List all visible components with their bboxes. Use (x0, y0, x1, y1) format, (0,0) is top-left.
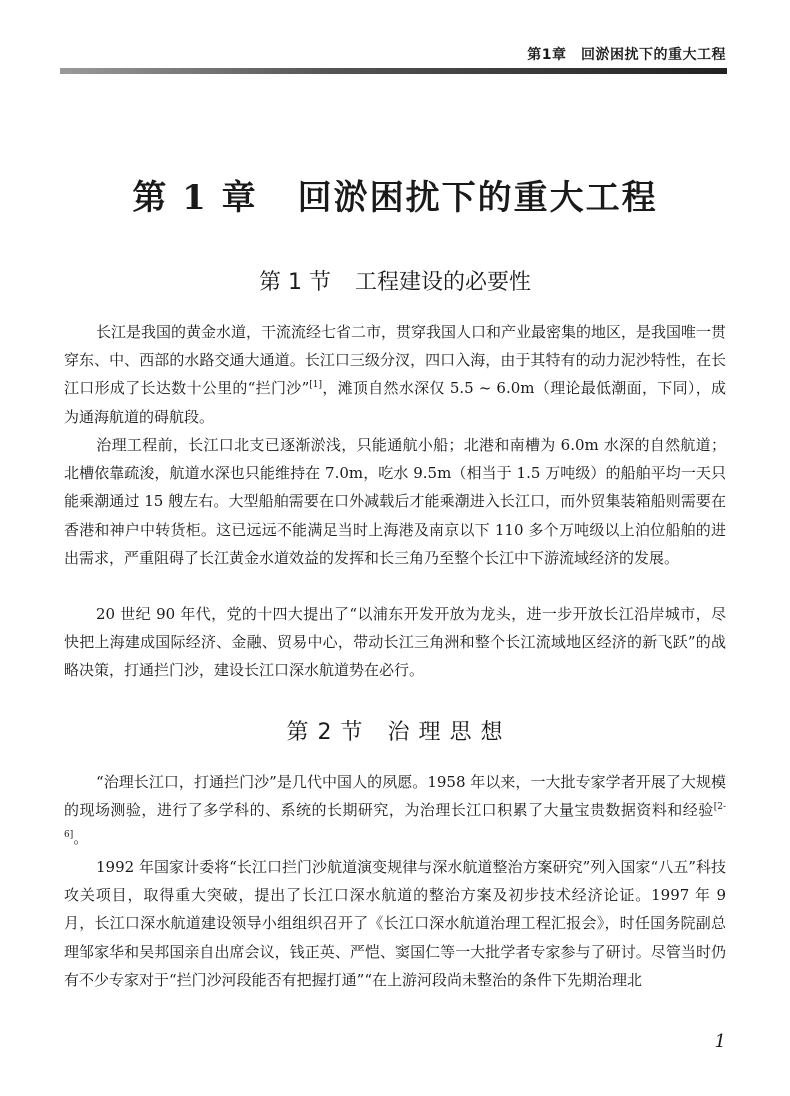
chapter-title (0, 170, 790, 219)
section-name: 工程建设的必要性 (354, 270, 531, 295)
paragraph-text: 治理工程前，长江口北支已逐渐淤浅，只能通航小船；北港和南槽为 6.0m 水深的自然航道；北槽依靠疏浚，航道水深也只能维持在 7.0m，吃水 9.5m（相当于 1.5 万吨级）的船舶平均一天只能乘潮通过 15 艘左右。大型船舶需要在口外减载后才能乘潮进入长江口，而外贸集装箱船则需要在香港和神户中转货柜。这已远远不能满足当时上海港及南京以下 110 多个万吨级以上泊位船舶的进出需求，严重阻碍了长江黄金水道效益的发挥和长三角乃至整个长江中下游流域经济的发展。 (64, 436, 726, 567)
paragraph-text: 长江是我国的黄金水道，干流流经七省二市，贯穿我国人口和产业最密集的地区，是我国唯一贯穿东、中、西部的水路交通大通道。长江口三级分汊，四口入海，由于其特有的动力泥沙特性，在长江口形成了长达数十公里的“拦门沙” (64, 323, 727, 398)
paragraph (64, 768, 726, 853)
citation: [1] (309, 380, 323, 391)
paragraph (64, 600, 726, 685)
paragraph-text: 1992 年国家计委将“长江口拦门沙航道演变规律与深水航道整治方案研究”列入国家“八五”科技攻关项目，取得重大突破，提出了长江口深水航道的整治方案及初步技术经济论证。1997 年 9 月，长江口深水航道建设领导小组组织召开了《长江口深水航道治理工程汇报会》，时任国务院副总理邹家华和吴邦国亲自出席会议，钱正英、严恺、窦国仁等一大批学者专家参与了研讨。尽管当时仍有不少专家对于“拦门沙河段能否有把握打通”“在上游河段尚未整治的条件下先期治理北 (64, 858, 726, 989)
running-header: 第1章 回淤困扰下的重大工程 (527, 47, 726, 63)
page-number: 1 (714, 1031, 726, 1052)
chapter-number: 第 1 章 (132, 178, 258, 218)
paragraph (64, 431, 726, 572)
paragraph-text: ，滩顶自然水深仅 5.5 ~ 6.0m（理论最低潮面，下同），成为通海航道的碍航段。 (64, 379, 727, 426)
section-1-title (0, 265, 790, 296)
section-name: 治 理 思 想 (387, 720, 504, 745)
header-rule (60, 68, 727, 74)
paragraph-text: 。 (73, 829, 89, 848)
section-number: 第 1 节 (259, 270, 331, 295)
paragraph (64, 318, 726, 431)
section-2-title (0, 715, 790, 746)
paragraph-text: 20 世纪 90 年代，党的十四大提出了“以浦东开发开放为龙头，进一步开放长江沿岸城市，尽快把上海建成国际经济、金融、贸易中心，带动长江三角洲和整个长江流域地区经济的新飞跃”的战略决策，打通拦门沙，建设长江口深水航道势在必行。 (64, 605, 726, 680)
section-number: 第 2 节 (286, 720, 364, 745)
paragraph-text: “治理长江口，打通拦门沙”是几代中国人的夙愿。1958 年以来，一大批专家学者开展了大规模的现场测验，进行了多学科的、系统的长期研究，为治理长江口积累了大量宝贵数据资料和经验 (64, 773, 726, 820)
citation: [2-6] (64, 802, 726, 841)
chapter-name: 回淤困扰下的重大工程 (297, 178, 658, 218)
paragraph (64, 853, 726, 994)
